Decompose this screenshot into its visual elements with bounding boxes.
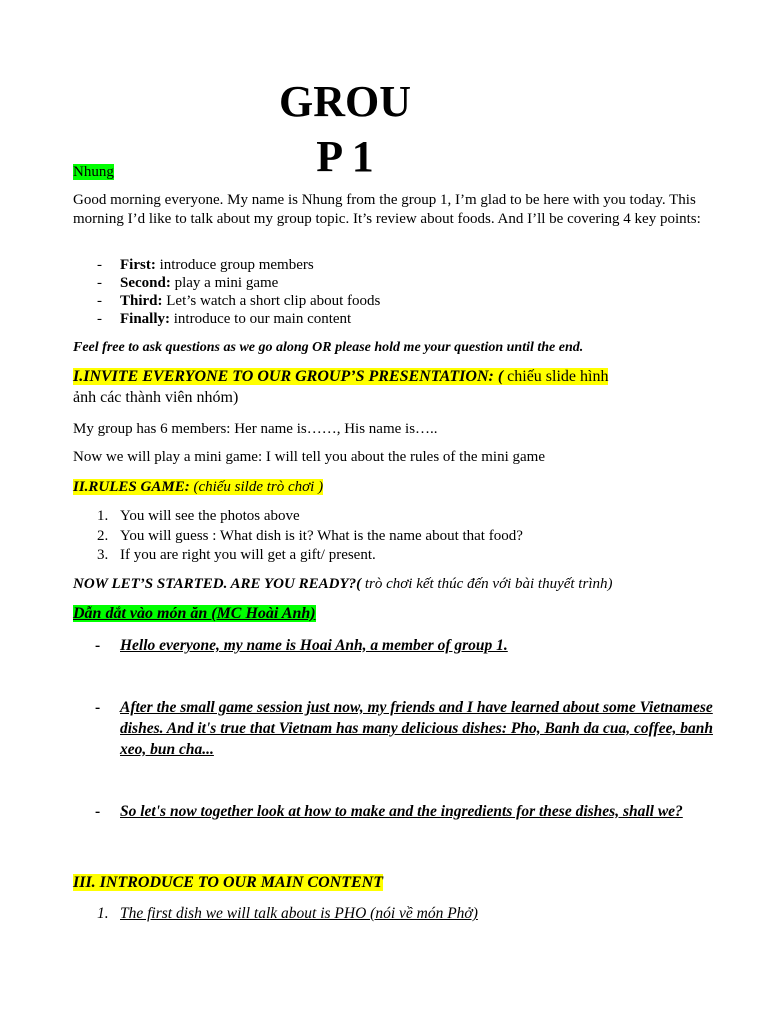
intro-paragraph: Good morning everyone. My name is Nhung from the group 1, I’m glad to be here with you today. This morning I’d like to talk about my group topic. It’s review about foods. And I’ll be covering 4 key points: (73, 192, 701, 227)
members-line: My group has 6 members: Her name is……, His name is….. (73, 421, 438, 437)
section-2-highlight (73, 479, 323, 495)
mc-line-1: - Hello everyone, my name is Hoai Anh, a member of group 1. (95, 637, 508, 654)
title-line-2: P 1 (316, 132, 374, 181)
list-item: 3. If you are right you will get a gift/ present. (97, 547, 376, 563)
questions-note: Feel free to ask questions as we go along OR please hold me your question until the end. (73, 340, 584, 355)
ready-line (73, 575, 612, 593)
list-item: 1. You will see the photos above (97, 508, 300, 524)
title-line-1: GROU (279, 77, 411, 126)
mc-heading-highlight: Dẫn dắt vào món ăn (MC Hoài Anh) (73, 605, 316, 622)
ready-note: trò chơi kết thúc đến với bài thuyết trình) (361, 576, 613, 592)
list-item: - First: introduce group members (97, 257, 314, 273)
list-item: 2. You will guess : What dish is it? What is the name about that food? (97, 527, 523, 544)
ready-bold: NOW LET’S STARTED. ARE YOU READY?( (73, 576, 362, 592)
section-1 (73, 366, 713, 408)
speaker-name-highlight: Nhung (73, 164, 114, 180)
list-item: - Third: Let’s watch a short clip about foods (97, 293, 381, 309)
section-3-highlight: III. INTRODUCE TO OUR MAIN CONTENT (73, 874, 383, 891)
rules-list (73, 507, 523, 566)
section-2 (73, 478, 323, 496)
document-title (250, 74, 440, 184)
minigame-line: Now we will play a mini game: I will tell you about the rules of the mini game (73, 449, 545, 465)
list-item: - Second: play a mini game (97, 275, 279, 291)
section-2-heading: II.RULES GAME: (73, 479, 190, 495)
mc-line-2: - After the small game session just now, my friends and I have learned about some Vietnamese dishes. And it's true that Vietnam has many delicious dishes: Pho, Banh da cua, coffee, banh xeo, bun cha... (95, 699, 713, 758)
mc-line-3: - So let's now together look at how to make and the ingredients for these dishes, shall we? (95, 803, 683, 820)
list-item: - Finally: introduce to our main content (97, 311, 352, 327)
mc-heading (73, 604, 316, 624)
section-3-heading (73, 873, 383, 893)
speaker-name (73, 162, 114, 182)
section-2-note: (chiếu silde trò chơi ) (189, 479, 324, 495)
section-1-highlight (73, 368, 608, 385)
section-1-note-rest: ảnh các thành viên nhóm) (73, 389, 239, 406)
section-1-note-highlighted: chiếu slide hình (507, 368, 609, 385)
section-1-heading: I.INVITE EVERYONE TO OUR GROUP’S PRESENTATION: ( (73, 368, 508, 385)
first-dish-item: 1. The first dish we will talk about is PHO (nói về món Phở) (97, 905, 478, 922)
key-points-list (73, 256, 380, 328)
